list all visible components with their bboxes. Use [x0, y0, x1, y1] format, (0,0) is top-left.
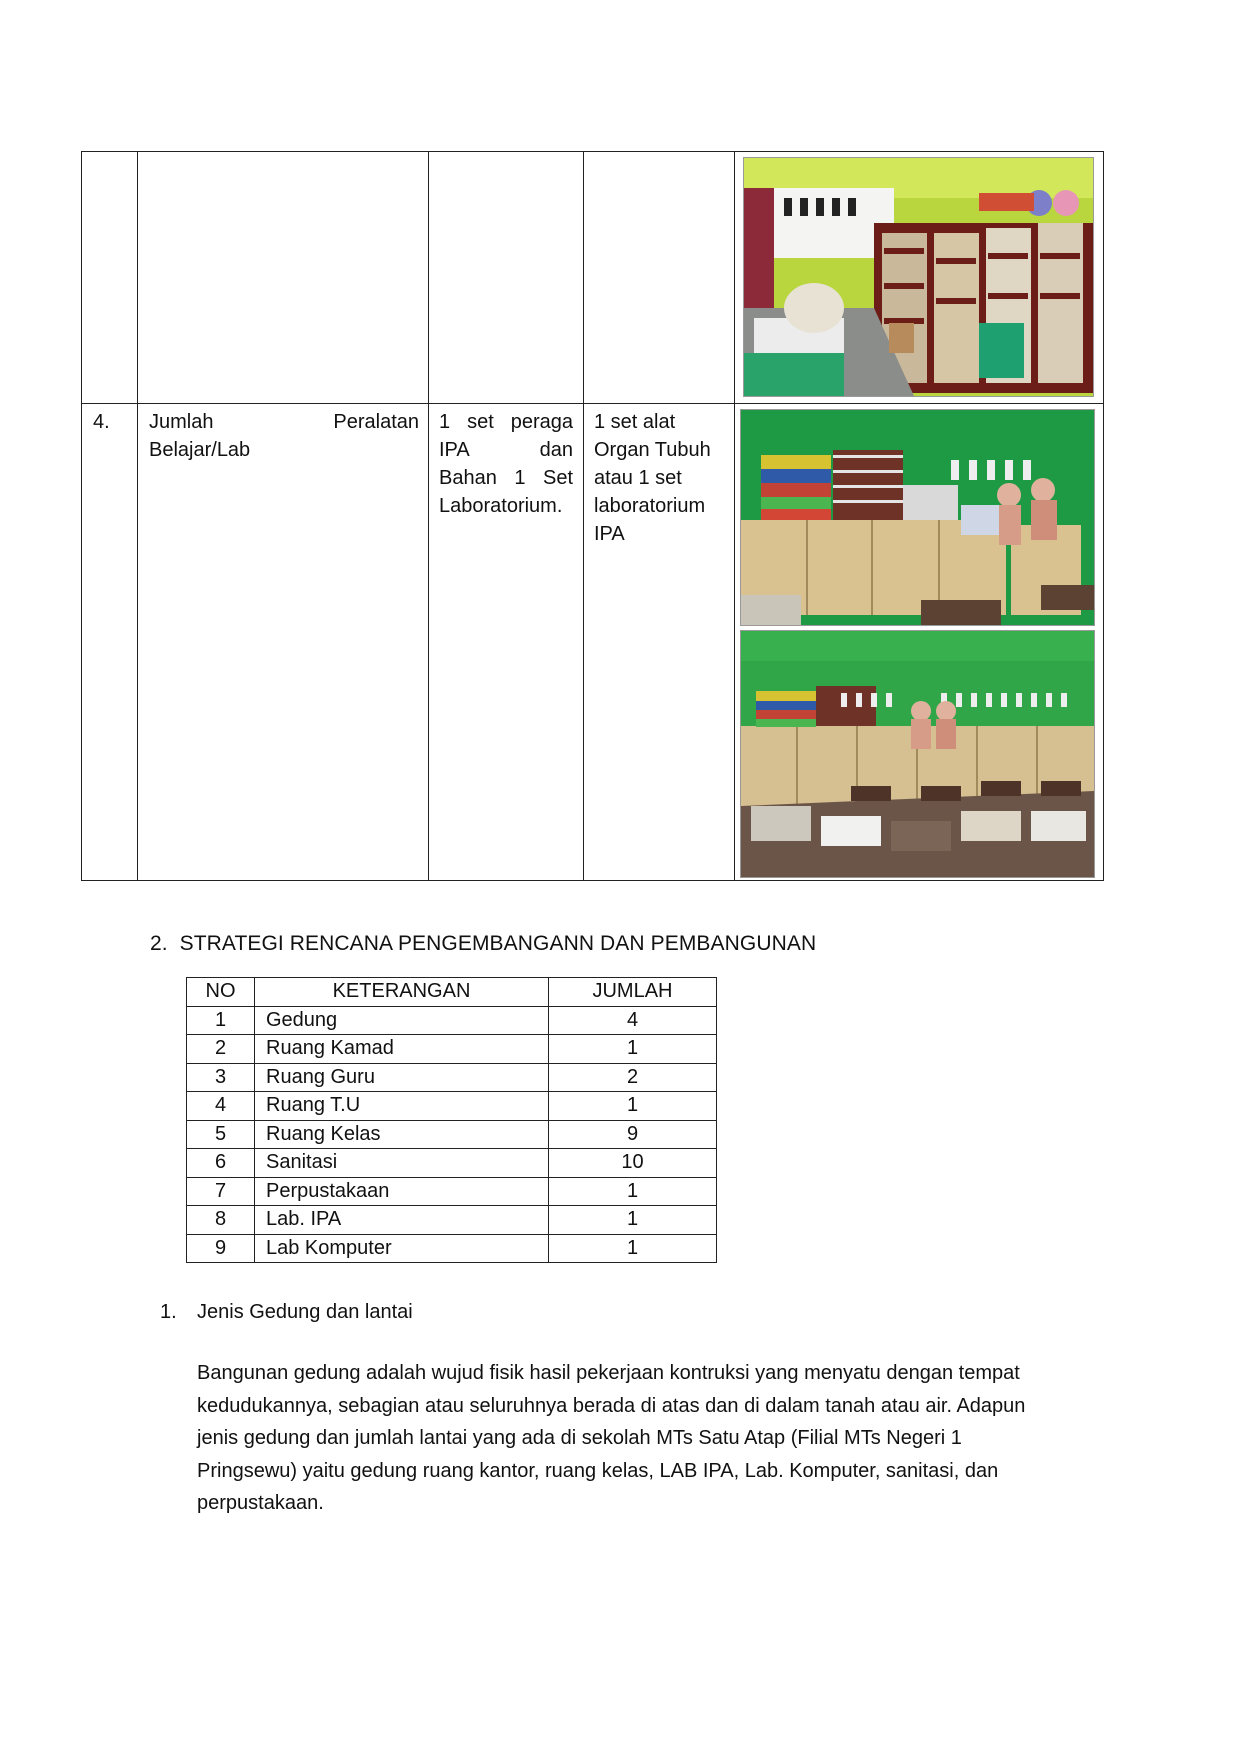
cell-no: 3: [187, 1063, 255, 1092]
facility-table: [81, 151, 1104, 881]
section-title: STRATEGI RENCANA PENGEMBANGANN DAN PEMBANGUNAN: [179, 932, 817, 955]
subsection-number: 1.: [160, 1301, 177, 1323]
library-photo: [744, 158, 1093, 396]
column-divider: [428, 152, 429, 880]
col4-line: laboratorium: [594, 495, 706, 517]
paragraph-line: jenis gedung dan jumlah lantai yang ada di sekolah MTs Satu Atap (Filial MTs Negeri 1: [197, 1427, 962, 1449]
paragraph-line: Bangunan gedung adalah wujud fisik hasil pekerjaan kontruksi yang menyatu dengan tempat: [197, 1362, 1020, 1384]
cell-no: 8: [187, 1206, 255, 1235]
table-row: [187, 1063, 717, 1092]
cell-keterangan: Sanitasi: [255, 1149, 549, 1178]
strategy-table: [186, 977, 717, 1263]
item-label-line: Belajar/Lab: [149, 439, 251, 461]
cell-keterangan: Ruang Kelas: [255, 1120, 549, 1149]
cell-keterangan: Gedung: [255, 1006, 549, 1035]
col3-line: Bahan 1 Set: [439, 467, 573, 489]
col4-line: Organ Tubuh: [594, 439, 711, 461]
section-number: 2.: [150, 932, 168, 955]
cell-jumlah: 2: [549, 1063, 717, 1092]
cell-no: 1: [187, 1006, 255, 1035]
column-divider: [137, 152, 138, 880]
table-row: [187, 1177, 717, 1206]
paragraph-line: Pringsewu) yaitu gedung ruang kantor, ruang kelas, LAB IPA, Lab. Komputer, sanitasi, dan: [197, 1459, 999, 1482]
table-row: [187, 1234, 717, 1263]
cell-no: 4: [187, 1092, 255, 1121]
table-row: [187, 1092, 717, 1121]
header-jumlah: JUMLAH: [549, 978, 717, 1007]
table-row: [187, 1120, 717, 1149]
item-label: [149, 408, 419, 464]
row-number: 4.: [93, 411, 110, 433]
item-label-word: Jumlah: [149, 411, 214, 433]
cell-jumlah: 1: [549, 1177, 717, 1206]
table-header-row: [187, 978, 717, 1007]
cell-jumlah: 10: [549, 1149, 717, 1178]
header-no: NO: [187, 978, 255, 1007]
cell-keterangan: Ruang Guru: [255, 1063, 549, 1092]
cell-keterangan: Lab Komputer: [255, 1234, 549, 1263]
col3-word: dan: [539, 439, 573, 461]
cell-jumlah: 1: [549, 1092, 717, 1121]
cell-no: 9: [187, 1234, 255, 1263]
cell-no: 7: [187, 1177, 255, 1206]
row-divider: [82, 403, 1103, 404]
col4-line: IPA: [594, 523, 625, 545]
cell-keterangan: Ruang T.U: [255, 1092, 549, 1121]
table-row: [187, 1035, 717, 1064]
body-paragraph: [197, 1357, 1073, 1520]
cell-jumlah: 1: [549, 1234, 717, 1263]
subsection-title: Jenis Gedung dan lantai: [197, 1301, 413, 1323]
cell-no: 6: [187, 1149, 255, 1178]
item-label-word: Peralatan: [333, 411, 419, 433]
cell-no: 5: [187, 1120, 255, 1149]
cell-jumlah: 9: [549, 1120, 717, 1149]
col3-line: 1 set peraga: [439, 411, 573, 433]
col4-line: atau 1 set: [594, 467, 682, 489]
col4-line: 1 set alat: [594, 411, 676, 433]
cell-no: 2: [187, 1035, 255, 1064]
column-divider: [734, 152, 735, 880]
table-row: [187, 1149, 717, 1178]
cell-jumlah: 1: [549, 1206, 717, 1235]
col3-line: Laboratorium.: [439, 495, 563, 517]
paragraph-line: kedudukannya, sebagian atau seluruhnya berada di atas dan di dalam tanah atau air. Adapun: [197, 1394, 1026, 1417]
table-row: [187, 1206, 717, 1235]
cell-keterangan: Ruang Kamad: [255, 1035, 549, 1064]
science-lab-photo-2: [741, 631, 1094, 877]
table-row: [187, 1006, 717, 1035]
col3-text: [439, 408, 573, 520]
cell-keterangan: Lab. IPA: [255, 1206, 549, 1235]
cell-keterangan: Perpustakaan: [255, 1177, 549, 1206]
cell-jumlah: 1: [549, 1035, 717, 1064]
col3-word: IPA: [439, 439, 470, 461]
section-heading: [150, 932, 816, 956]
column-divider: [583, 152, 584, 880]
col4-text: [594, 408, 732, 548]
science-lab-photo-1: [741, 410, 1094, 625]
header-keterangan: KETERANGAN: [255, 978, 549, 1007]
cell-jumlah: 4: [549, 1006, 717, 1035]
paragraph-line: perpustakaan.: [197, 1492, 324, 1514]
